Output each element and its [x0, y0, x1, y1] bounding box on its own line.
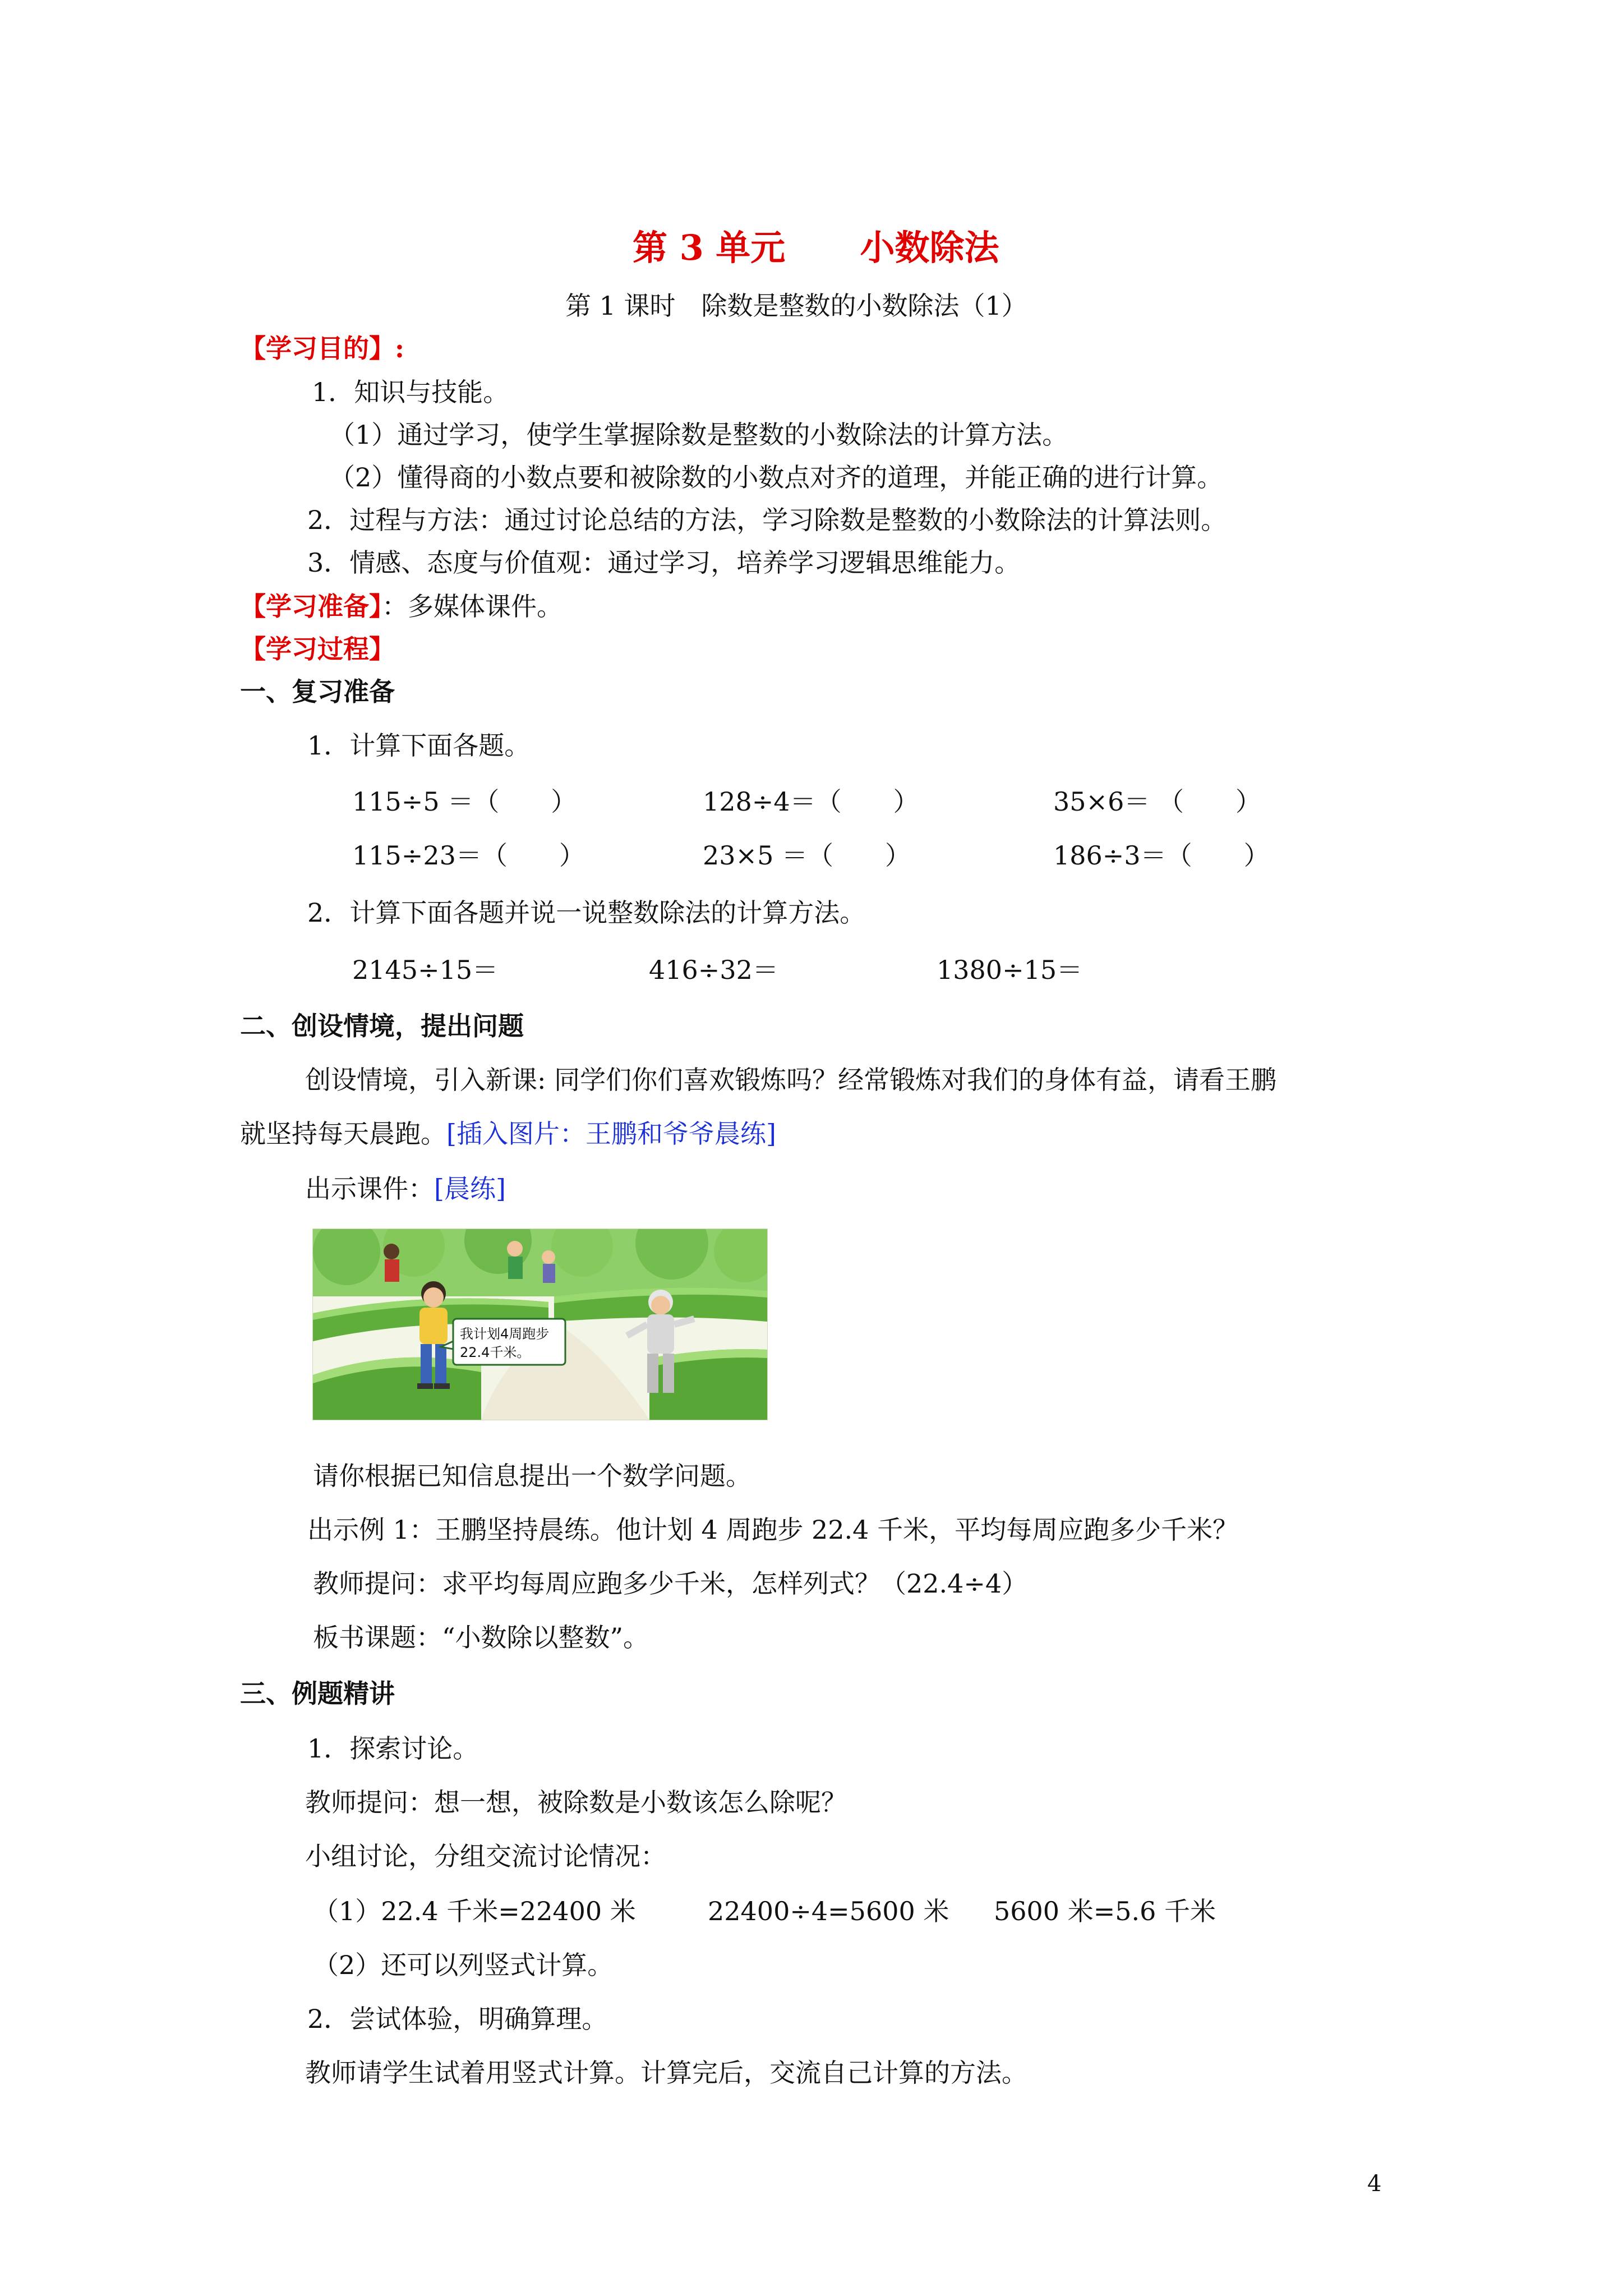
- unit-number: 第 3 单元: [633, 227, 786, 268]
- exercise2-3: 1380÷15＝: [937, 955, 1083, 985]
- method-1b: 22400÷4=5600 米: [708, 1896, 949, 1926]
- objective-item-1a: （1）通过学习，使学生掌握除数是整数的小数除法的计算方法。: [329, 420, 1068, 450]
- section2-para2: 就坚持每天晨跑。[插入图片：王鹏和爷爷晨练]: [240, 1119, 776, 1149]
- exercise-4: 115÷23＝（ ）: [352, 840, 585, 871]
- objective-item-3: 3．情感、态度与价值观：通过学习，培养学习逻辑思维能力。: [307, 547, 1021, 578]
- group-discussion: 小组讨论，分组交流讨论情况：: [305, 1841, 666, 1871]
- exercise-1: 115÷5 ＝（ ）: [352, 786, 577, 817]
- section3-step2-text: 教师请学生试着用竖式计算。计算完后，交流自己计算的方法。: [305, 2058, 1027, 2088]
- process-heading: 【学习过程】: [240, 634, 395, 664]
- bubble-line-1: 我计划4周跑步: [460, 1326, 550, 1342]
- section3-step2: 2．尝试体验，明确算理。: [307, 2004, 608, 2034]
- exercise-5: 23×5 ＝（ ）: [703, 840, 911, 871]
- objective-item-1: 1．知识与技能。: [312, 377, 509, 407]
- teacher-question-2: 教师提问：想一想，被除数是小数该怎么除呢？: [305, 1787, 847, 1818]
- exercise2-2: 416÷32＝: [649, 955, 778, 985]
- method-1c: 5600 米=5.6 千米: [994, 1896, 1216, 1926]
- teacher-question-1: 教师提问：求平均每周应跑多少千米，怎样列式？（22.4÷4）: [313, 1568, 1028, 1599]
- insert-image-note: [插入图片：王鹏和爷爷晨练]: [446, 1119, 776, 1149]
- exercise-3: 35×6＝ （ ）: [1053, 786, 1261, 817]
- unit-name: 小数除法: [860, 227, 999, 268]
- section3-heading: 三、例题精讲: [240, 1678, 395, 1709]
- show-courseware: 出示课件：[晨练]: [305, 1174, 506, 1204]
- objective-item-1b: （2）懂得商的小数点要和被除数的小数点对齐的道理，并能正确的进行计算。: [329, 462, 1223, 493]
- example-1: 出示例 1：王鹏坚持晨练。他计划 4 周跑步 22.4 千米，平均每周应跑多少千米？: [307, 1515, 1239, 1545]
- page-number: 4: [1367, 2171, 1382, 2197]
- section2-heading: 二、创设情境，提出问题: [240, 1011, 524, 1041]
- section2-para1: 创设情境，引入新课: 同学们你们喜欢锻炼吗？经常锻炼对我们的身体有益，请看王鹏: [305, 1065, 1277, 1095]
- section1-heading: 一、复习准备: [240, 677, 395, 707]
- objective-item-2: 2．过程与方法：通过讨论总结的方法，学习除数是整数的小数除法的计算法则。: [307, 505, 1227, 535]
- bubble-line-2: 22.4千米。: [460, 1345, 531, 1360]
- board-title: 板书课题：“小数除以整数”。: [313, 1622, 649, 1653]
- prep-text: ：多媒体课件。: [382, 591, 562, 622]
- section1-q2: 2．计算下面各题并说一说整数除法的计算方法。: [307, 898, 866, 928]
- exercise-2: 128÷4＝（ ）: [703, 786, 919, 817]
- method-2: （2）还可以列竖式计算。: [313, 1950, 614, 1980]
- objectives-heading: 【学习目的】:: [240, 333, 404, 364]
- exercise2-1: 2145÷15＝: [352, 955, 499, 985]
- section1-q1: 1．计算下面各题。: [307, 730, 531, 761]
- prep-heading: 【学习准备】: [240, 591, 382, 622]
- question-prompt: 请你根据已知信息提出一个数学问题。: [313, 1461, 751, 1491]
- courseware-link: [晨练]: [434, 1174, 506, 1204]
- morning-exercise-illustration: [312, 1228, 768, 1420]
- method-1a: （1）22.4 千米=22400 米: [313, 1896, 636, 1926]
- lesson-title: 第 1 课时 除数是整数的小数除法（1）: [565, 291, 1027, 321]
- exercise-6: 186÷3＝（ ）: [1053, 840, 1270, 871]
- prep-line: [240, 591, 562, 622]
- section3-step1: 1．探索讨论。: [307, 1733, 479, 1764]
- unit-title: [633, 220, 999, 270]
